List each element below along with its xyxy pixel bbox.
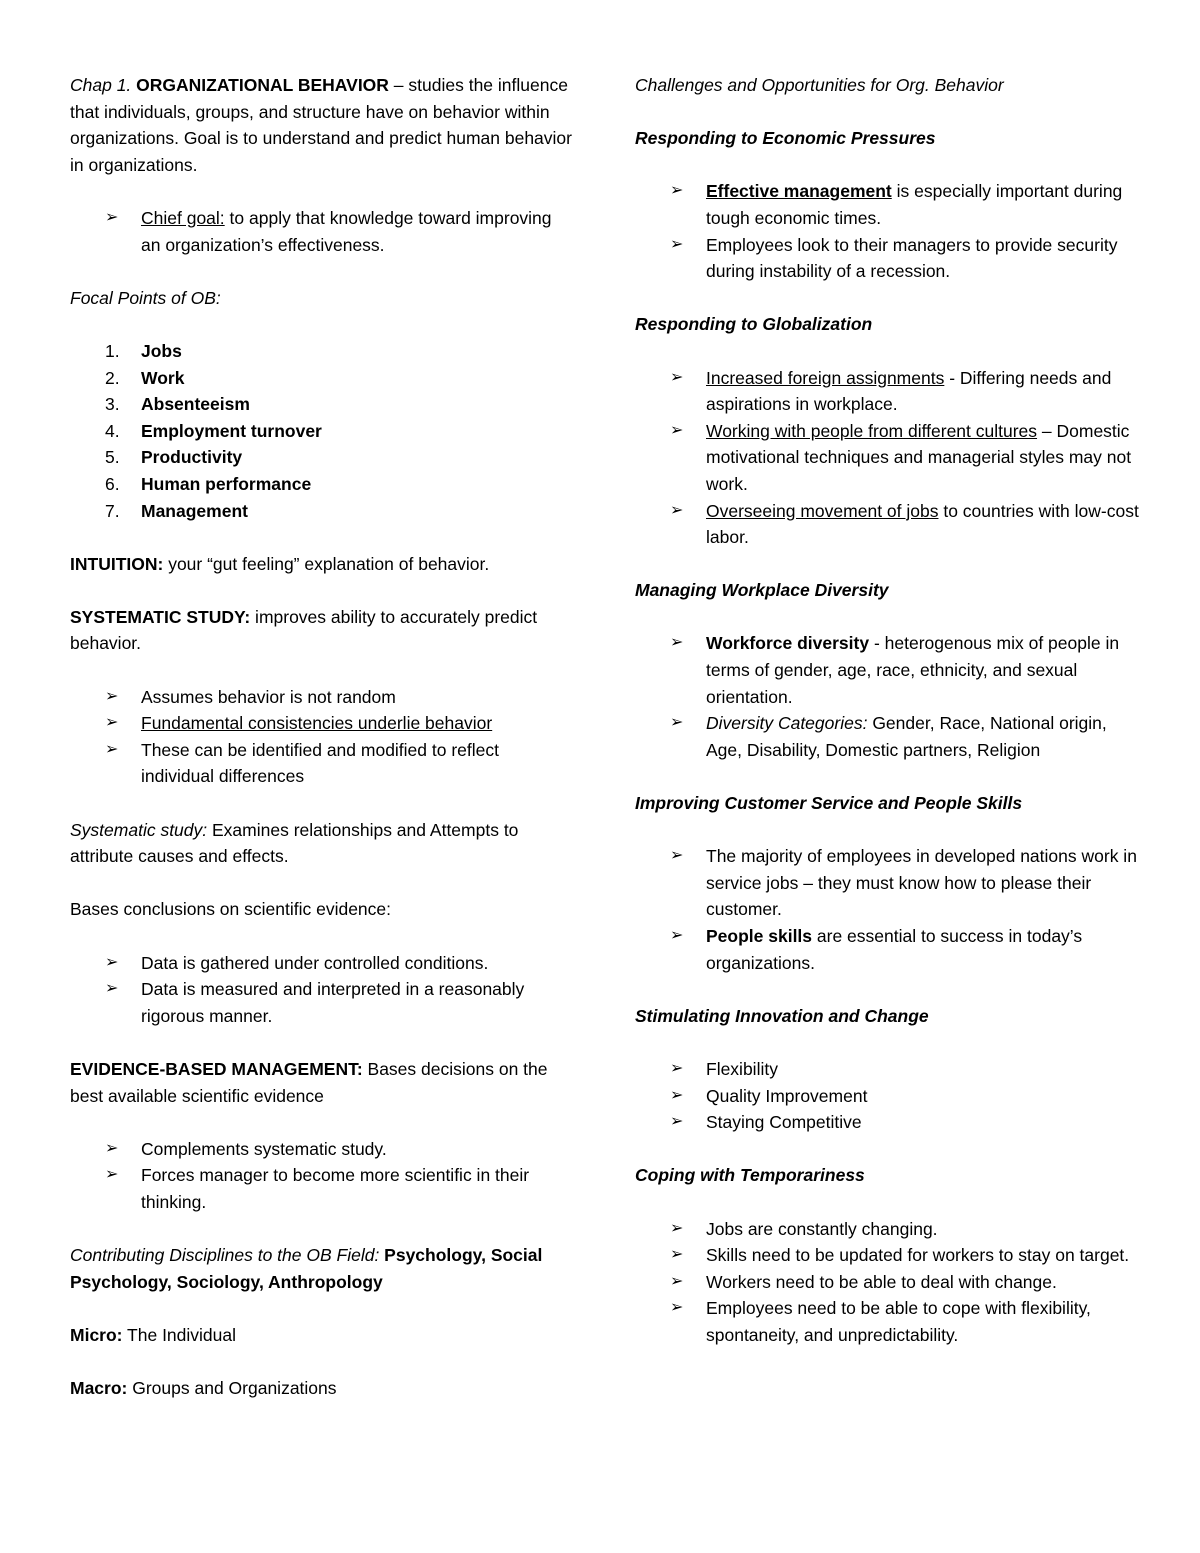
arrow-bullet-icon: ➢ <box>670 927 684 944</box>
bullet-key: Workforce diversity <box>706 633 870 654</box>
focal-point: Employment turnover <box>141 420 322 441</box>
challenges-title: Challenges and Opportunities for Org. Behavior <box>635 75 1004 95</box>
bullet-text: are essential to success in today’s organizations. <box>706 926 1083 973</box>
bases-list <box>70 950 575 1030</box>
bullet-key: People skills <box>706 926 813 946</box>
bases-paragraph: Bases conclusions on scientific evidence: <box>70 899 392 920</box>
list-item <box>670 843 1140 923</box>
focal-points-list <box>70 338 575 524</box>
diversity-heading: Managing Workplace Diversity <box>635 580 889 601</box>
arrow-bullet-icon: ➢ <box>105 1139 119 1157</box>
focal-point: Human performance <box>141 473 312 494</box>
innovation-heading: Stimulating Innovation and Change <box>635 1005 929 1026</box>
globalization-heading: Responding to Globalization <box>635 314 873 335</box>
list-item <box>670 1056 1140 1083</box>
diversity-list <box>635 630 1140 763</box>
systematic-def-text: Examines relationships and Attempts to attribute causes and effects. <box>70 819 519 867</box>
list-number: 7. <box>105 500 120 521</box>
bullet-key: Effective management <box>706 181 892 202</box>
list-item <box>105 737 575 790</box>
macro-text: Groups and Organizations <box>127 1378 337 1399</box>
list-item <box>105 205 575 258</box>
bullet-text: Skills need to be updated for workers to stay on target. <box>706 1245 1130 1266</box>
list-item <box>105 710 575 737</box>
arrow-bullet-icon: ➢ <box>670 847 684 865</box>
bullet-text: The majority of employees in developed nations work in service jobs – they must know how to please their customer. <box>706 846 1137 920</box>
temporariness-heading: Coping with Temporariness <box>635 1165 865 1186</box>
ebm-text: Bases decisions on the best available scientific evidence <box>70 1058 548 1106</box>
list-item <box>105 684 575 711</box>
bullet-text: Flexibility <box>706 1058 778 1079</box>
arrow-bullet-icon: ➢ <box>670 421 684 439</box>
macro-term: Macro: <box>70 1378 128 1399</box>
bullet-key: Increased foreign assignments <box>706 367 945 388</box>
list-item <box>105 471 575 498</box>
list-item <box>670 1242 1140 1269</box>
arrow-bullet-icon: ➢ <box>670 1299 684 1317</box>
list-item <box>670 365 1140 418</box>
bullet-key: Overseeing movement of jobs <box>706 500 939 521</box>
list-item <box>670 630 1140 710</box>
customer-list <box>635 843 1140 976</box>
micro-paragraph <box>70 1322 575 1349</box>
systematic-text: improves ability to accurately predict behavior. <box>70 606 538 654</box>
systematic-def-term: Systematic study: <box>70 819 208 840</box>
bullet-text: Staying Competitive <box>706 1112 862 1133</box>
right-column <box>635 72 1140 1375</box>
list-item <box>105 1162 575 1215</box>
intuition-paragraph <box>70 551 575 578</box>
list-number: 4. <box>105 420 120 441</box>
bullet-text: Gender, Race, National origin, Age, Disability, Domestic partners, Religion <box>706 713 1107 760</box>
ob-definition: – studies the influence that individuals, groups, and structure have on behavior within organizations. Goal is to understand and predict human behavior in organizations. <box>70 75 572 175</box>
list-item <box>670 1269 1140 1296</box>
bullet-text: Data is gathered under controlled conditions. <box>141 952 489 973</box>
list-item <box>670 923 1140 976</box>
arrow-bullet-icon: ➢ <box>670 182 684 200</box>
list-item <box>105 418 575 445</box>
bullet-key: Diversity Categories: <box>706 713 868 734</box>
bullet-text: Jobs are constantly changing. <box>706 1218 938 1239</box>
arrow-bullet-icon: ➢ <box>670 501 684 519</box>
list-item <box>670 1083 1140 1110</box>
systematic-paragraph <box>70 604 575 657</box>
economic-list <box>635 178 1140 284</box>
customer-heading: Improving Customer Service and People Skills <box>635 793 1023 814</box>
left-column <box>70 72 575 1428</box>
list-item <box>670 1216 1140 1243</box>
systematic-list <box>70 684 575 790</box>
bullet-text: - heterogenous mix of people in terms of gender, age, race, ethnicity, and sexual orientation. <box>706 633 1120 707</box>
contributing-text: Psychology, Social Psychology, Sociology, Anthropology <box>70 1245 543 1292</box>
list-item <box>670 1295 1140 1348</box>
arrow-bullet-icon: ➢ <box>670 634 684 652</box>
contributing-label: Contributing Disciplines to the OB Field: <box>70 1245 380 1266</box>
bullet-text: Fundamental consistencies underlie behavior <box>141 713 493 734</box>
arrow-bullet-icon: ➢ <box>105 208 119 226</box>
list-item <box>670 232 1140 285</box>
innovation-list <box>635 1056 1140 1136</box>
arrow-bullet-icon: ➢ <box>670 714 684 732</box>
arrow-bullet-icon: ➢ <box>670 1272 684 1290</box>
list-number: 2. <box>105 367 120 388</box>
bullet-text: Employees need to be able to cope with flexibility, spontaneity, and unpredictability. <box>706 1298 1091 1345</box>
arrow-bullet-icon: ➢ <box>105 740 119 758</box>
list-item <box>105 444 575 471</box>
focal-points-heading: Focal Points of OB: <box>70 287 221 308</box>
temporariness-list <box>635 1216 1140 1349</box>
list-item <box>105 498 575 525</box>
bullet-text: Forces manager to become more scientific in their thinking. <box>141 1165 530 1212</box>
chief-goal-text: to apply that knowledge toward improving an organization’s effectiveness. <box>141 207 552 255</box>
bullet-key: Working with people from different cultures <box>706 420 1038 441</box>
arrow-bullet-icon: ➢ <box>670 1059 684 1077</box>
list-item <box>105 976 575 1029</box>
intuition-text: your “gut feeling” explanation of behavior. <box>163 553 490 574</box>
bullet-text: Workers need to be able to deal with change. <box>706 1271 1057 1292</box>
chief-goal-label: Chief goal: <box>141 207 225 228</box>
intuition-term: INTUITION: <box>70 553 164 574</box>
focal-point: Work <box>141 367 185 388</box>
bullet-text: - Differing needs and aspirations in workplace. <box>706 367 1112 415</box>
bullet-text: These can be identified and modified to reflect individual differences <box>141 739 499 787</box>
macro-paragraph <box>70 1375 575 1402</box>
list-item <box>670 498 1140 551</box>
contributing-paragraph <box>70 1242 575 1295</box>
bullet-text: is especially important during tough economic times. <box>706 181 1123 228</box>
list-item <box>105 950 575 977</box>
list-item <box>105 1136 575 1163</box>
arrow-bullet-icon: ➢ <box>105 980 119 998</box>
list-item <box>105 365 575 392</box>
bullet-text: Assumes behavior is not random <box>141 686 396 707</box>
arrow-bullet-icon: ➢ <box>670 1113 684 1131</box>
bullet-text: – Domestic motivational techniques and managerial styles may not work. <box>706 420 1132 494</box>
bullet-text: to countries with low-cost labor. <box>706 500 1139 548</box>
ebm-term: EVIDENCE-BASED MANAGEMENT: <box>70 1058 363 1079</box>
arrow-bullet-icon: ➢ <box>670 1219 684 1237</box>
focal-point: Absenteeism <box>141 394 250 415</box>
list-item <box>105 391 575 418</box>
list-number: 6. <box>105 473 120 494</box>
list-item <box>670 178 1140 231</box>
intro-paragraph <box>70 72 575 178</box>
bullet-text: Quality Improvement <box>706 1085 868 1106</box>
arrow-bullet-icon: ➢ <box>105 953 119 971</box>
bullet-text: Data is measured and interpreted in a reasonably rigorous manner. <box>141 979 525 1026</box>
focal-point: Jobs <box>141 340 182 361</box>
arrow-bullet-icon: ➢ <box>670 1086 684 1104</box>
economic-heading: Responding to Economic Pressures <box>635 128 936 149</box>
ebm-list <box>70 1136 575 1216</box>
bullet-text: Complements systematic study. <box>141 1138 387 1159</box>
list-number: 5. <box>105 447 120 468</box>
micro-text: The Individual <box>122 1324 237 1345</box>
arrow-bullet-icon: ➢ <box>105 1166 119 1184</box>
focal-point: Productivity <box>141 447 243 468</box>
systematic-definition <box>70 817 575 870</box>
list-item <box>670 710 1140 763</box>
ebm-paragraph <box>70 1056 575 1109</box>
ob-term: ORGANIZATIONAL BEHAVIOR <box>136 75 389 95</box>
list-item <box>105 338 575 365</box>
arrow-bullet-icon: ➢ <box>670 235 684 253</box>
chapter-label: Chap 1. <box>70 75 137 95</box>
focal-point: Management <box>141 500 248 521</box>
list-item <box>670 418 1140 498</box>
globalization-list <box>635 365 1140 551</box>
list-item <box>670 1109 1140 1136</box>
arrow-bullet-icon: ➢ <box>105 714 119 732</box>
arrow-bullet-icon: ➢ <box>670 1246 684 1264</box>
chief-goal-list <box>70 205 575 258</box>
list-number: 3. <box>105 394 120 415</box>
list-number: 1. <box>105 340 120 361</box>
systematic-term: SYSTEMATIC STUDY: <box>70 606 251 627</box>
arrow-bullet-icon: ➢ <box>105 687 119 705</box>
bullet-text: Employees look to their managers to provide security during instability of a recession. <box>706 234 1118 282</box>
arrow-bullet-icon: ➢ <box>670 368 684 386</box>
micro-term: Micro: <box>70 1324 123 1345</box>
